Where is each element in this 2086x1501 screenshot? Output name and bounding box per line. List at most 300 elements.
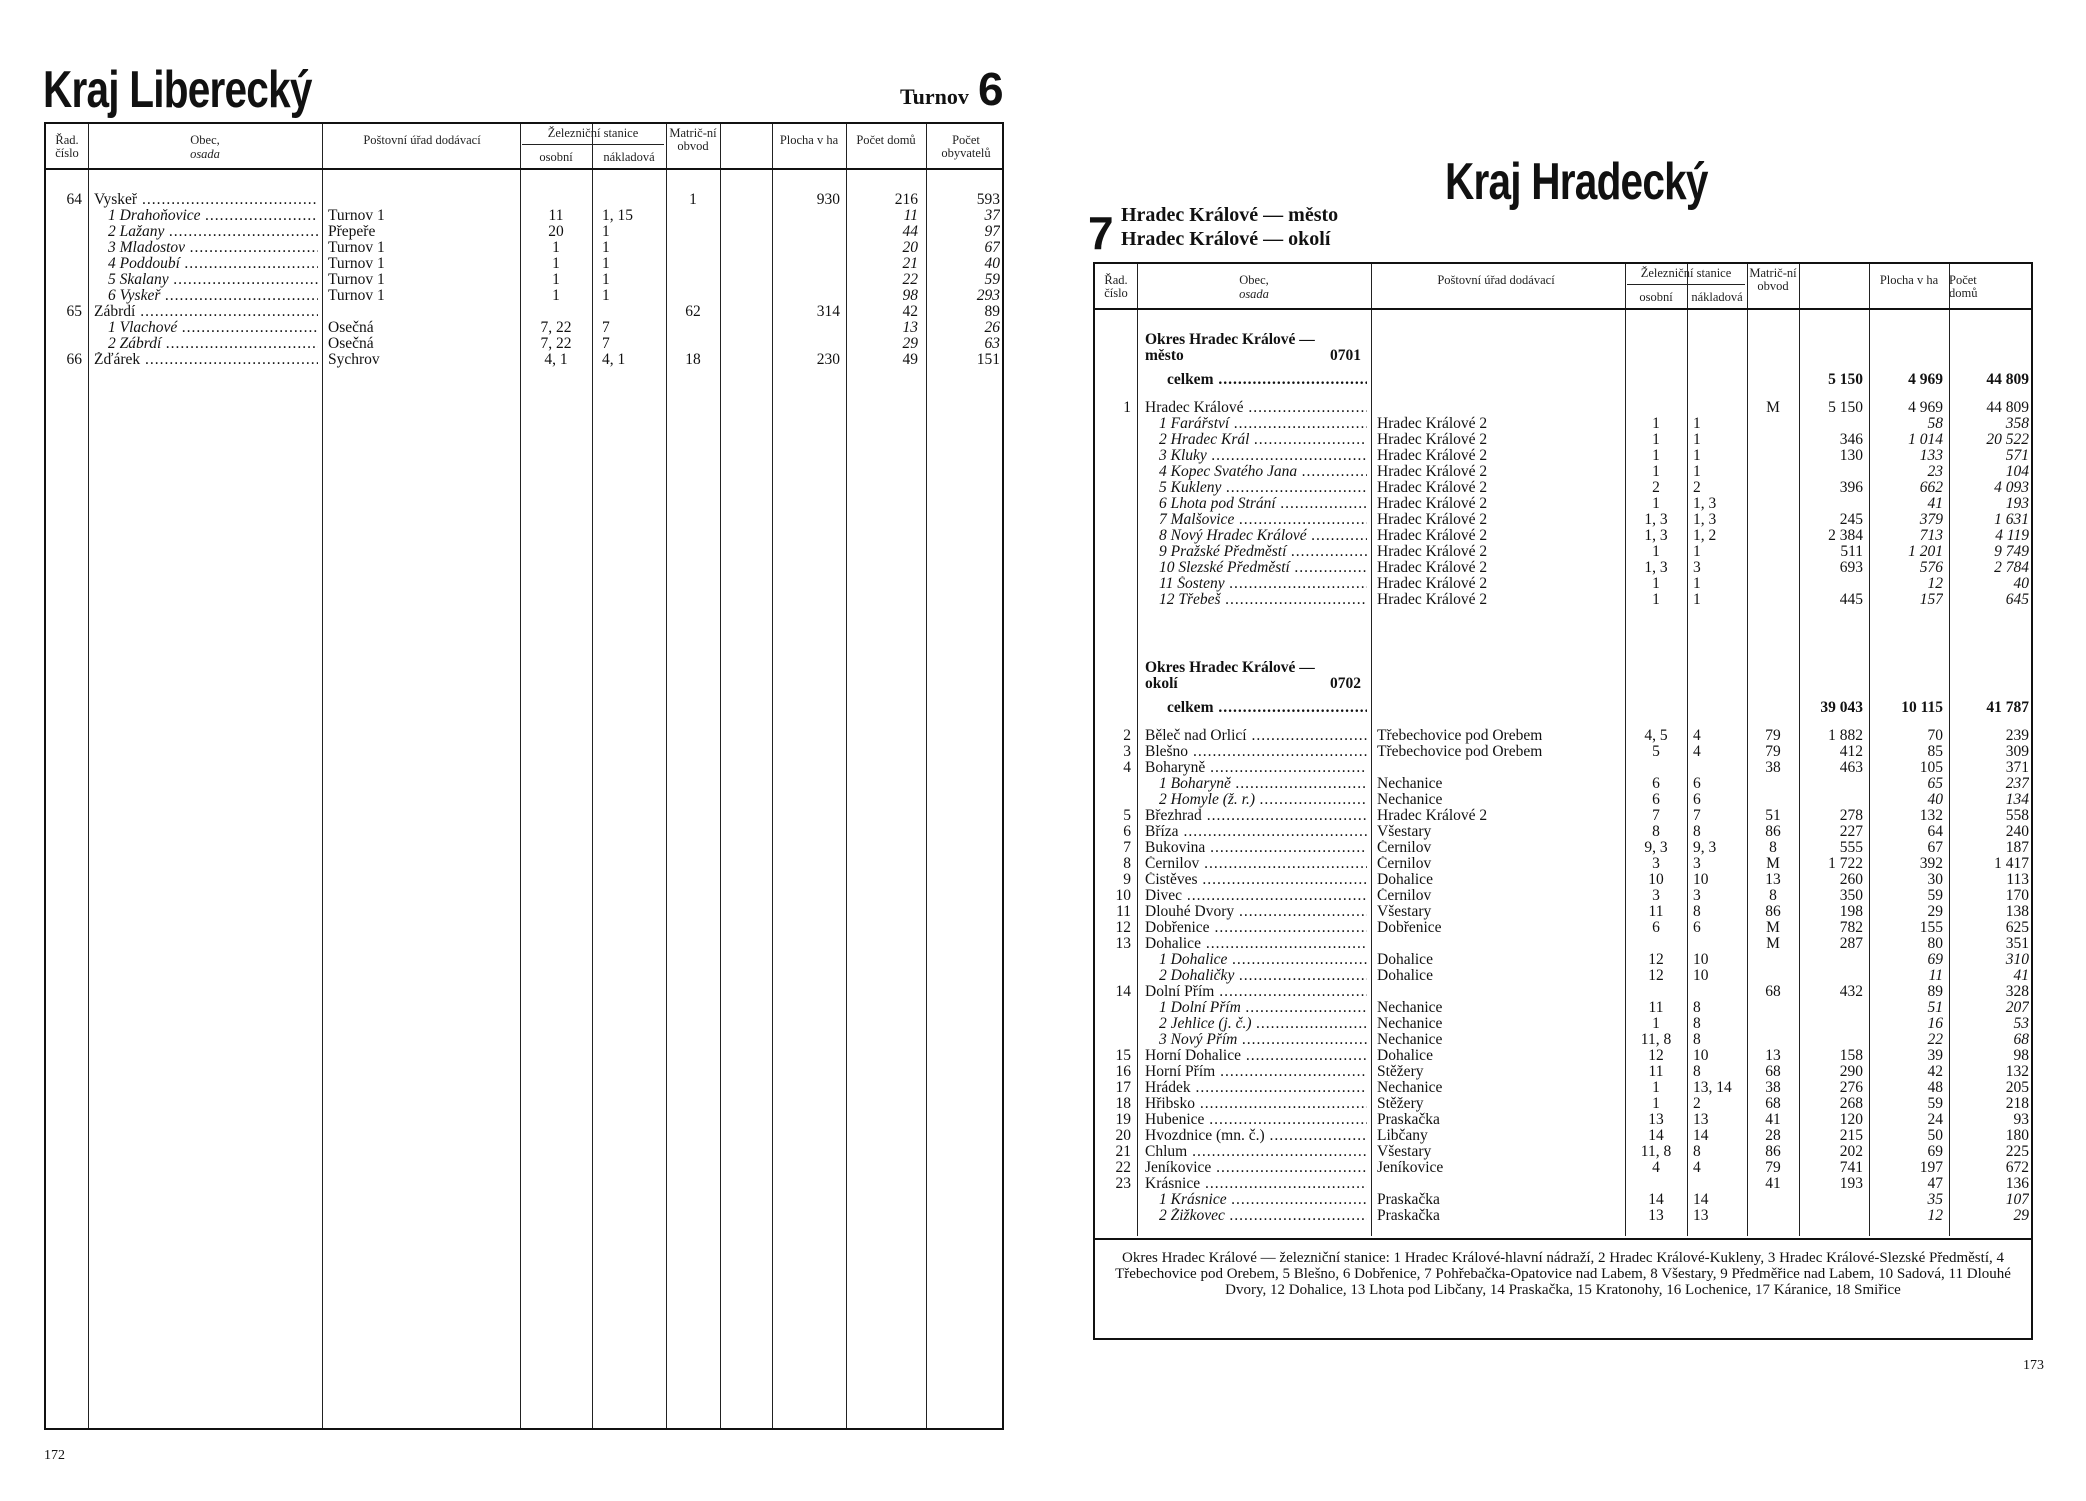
station-cargo: 1	[1693, 464, 1701, 480]
population: 93	[2013, 1112, 2029, 1128]
post-office: Stěžery	[1377, 1096, 1424, 1112]
population: 218	[2005, 1096, 2029, 1112]
table-row	[1095, 1016, 2031, 1032]
area-ha: 230	[816, 352, 840, 368]
population: 151	[976, 352, 1000, 368]
registry-district: 28	[1765, 1128, 1781, 1144]
area-ha: 198	[1839, 904, 1863, 920]
population: 40	[984, 256, 1000, 272]
post-office: Hradec Králové 2	[1377, 416, 1488, 432]
row-number: 9	[1123, 872, 1131, 888]
row-number: 64	[66, 192, 82, 208]
area-ha: 245	[1839, 512, 1863, 528]
population: 239	[2005, 728, 2029, 744]
population: 351	[2005, 936, 2029, 952]
station-cargo: 8	[1693, 1016, 1701, 1032]
registry-district: 68	[1765, 1064, 1781, 1080]
post-office: Osečná	[328, 320, 374, 336]
station-cargo: 3	[1693, 856, 1701, 872]
municipality-name: 2 Jehlice (j. č.) .....	[1159, 1016, 1367, 1032]
footnote-railway-stations: Okres Hradec Králové — železniční stanice: 1 Hradec Králové-hlavní nádraží, 2 Hradec Králové-Kukleny, 3 Hradec Králové-Slezské Předměstí, 4 Třebechovice pod Orebem, 5 Blešno, 6 Dobřenice, 7 Pohřebačka-Opatovice nad Labem, 8 Všestary, 9 Předměřice nad Labem, 10 Sadová, 11 Dlouhé Dvory, 12 Dohalice, 13 Lhota pod Libčany, 14 Praskačka, 15 Kratonohy, 16 Lochenice, 17 Káranice, 18 Smiřice	[1115, 1250, 2011, 1298]
station-passenger: 6	[1652, 792, 1660, 808]
row-number: 18	[1115, 1096, 1131, 1112]
population: 207	[2005, 1000, 2029, 1016]
okres-total	[1095, 700, 2031, 716]
total-population: 41 787	[1986, 700, 2029, 716]
registry-district: 8	[1769, 840, 1777, 856]
post-office: Turnov 1	[328, 272, 385, 288]
station-passenger: 6	[1652, 776, 1660, 792]
houses-count: 12	[1927, 1208, 1943, 1224]
population: 89	[984, 304, 1000, 320]
municipality-name: Dlouhé Dvory .....	[1145, 904, 1367, 920]
registry-district: 8	[1769, 888, 1777, 904]
houses-count: 64	[1927, 824, 1943, 840]
table-row	[1095, 576, 2031, 592]
municipality-name: 6 Vyskeř .....	[108, 288, 318, 304]
houses-count: 98	[902, 288, 918, 304]
station-cargo: 4	[1693, 728, 1701, 744]
houses-count: 21	[902, 256, 918, 272]
houses-count: 67	[1927, 840, 1943, 856]
post-office: Stěžery	[1377, 1064, 1424, 1080]
houses-count: 4 969	[1908, 400, 1943, 416]
houses-count: 662	[1919, 480, 1943, 496]
post-office: Dohalice	[1377, 1048, 1433, 1064]
station-cargo: 8	[1693, 1144, 1701, 1160]
houses-count: 58	[1927, 416, 1943, 432]
municipality-name: Chlum .....	[1145, 1144, 1367, 1160]
area-ha: 130	[1839, 448, 1863, 464]
houses-count: 22	[902, 272, 918, 288]
district-line-1: Hradec Králové — město	[1121, 204, 1339, 226]
post-office: Třebechovice pod Orebem	[1377, 744, 1543, 760]
header-rail: Železniční stanice	[1640, 266, 1732, 280]
houses-count: 11	[903, 208, 918, 224]
houses-count: 105	[1919, 760, 1943, 776]
table-row	[1095, 984, 2031, 1000]
area-ha: 158	[1839, 1048, 1863, 1064]
station-passenger: 1, 3	[1644, 512, 1668, 528]
table-row	[1095, 824, 2031, 840]
houses-count: 59	[1927, 1096, 1943, 1112]
row-number: 12	[1115, 920, 1131, 936]
table-row	[1095, 776, 2031, 792]
population: 187	[2005, 840, 2029, 856]
houses-count: 48	[1927, 1080, 1943, 1096]
population: 40	[2013, 576, 2029, 592]
table-row	[1095, 480, 2031, 496]
table-row	[1095, 496, 2031, 512]
total-label: celkem .....	[1167, 700, 1367, 716]
houses-count: 85	[1927, 744, 1943, 760]
area-ha: 202	[1839, 1144, 1863, 1160]
station-passenger: 1	[1652, 576, 1660, 592]
post-office: Nechanice	[1377, 792, 1443, 808]
row-number: 22	[1115, 1160, 1131, 1176]
population: 67	[984, 240, 1000, 256]
table-row	[46, 336, 1002, 352]
population: 293	[976, 288, 1000, 304]
area-ha: 1 882	[1828, 728, 1863, 744]
municipality-name: Boharyně .....	[1145, 760, 1367, 776]
population: 1 631	[1994, 512, 2029, 528]
area-ha: 278	[1839, 808, 1863, 824]
row-number: 7	[1123, 840, 1131, 856]
okres-code: 0701	[1330, 348, 1361, 364]
station-passenger: 1	[1652, 1096, 1660, 1112]
houses-count: 65	[1927, 776, 1943, 792]
right-page-title: Kraj Hradecký	[1445, 153, 1708, 211]
table-row	[1095, 936, 2031, 952]
post-office: Turnov 1	[328, 240, 385, 256]
population: 138	[2005, 904, 2029, 920]
station-passenger: 10	[1648, 872, 1664, 888]
municipality-name: 4 Poddoubí .....	[108, 256, 318, 272]
area-ha: 445	[1839, 592, 1863, 608]
municipality-name: Horní Dohalice .....	[1145, 1048, 1367, 1064]
station-cargo: 2	[1693, 1096, 1701, 1112]
registry-district: M	[1766, 936, 1780, 952]
station-passenger: 1	[552, 240, 560, 256]
post-office: Hradec Králové 2	[1377, 592, 1488, 608]
station-passenger: 12	[1648, 968, 1664, 984]
population: 44 809	[1986, 400, 2029, 416]
area-ha: 290	[1839, 1064, 1863, 1080]
municipality-name: Krásnice .....	[1145, 1176, 1367, 1192]
houses-count: 44	[902, 224, 918, 240]
header-postal: Poštovní úřad dodávací	[1437, 273, 1555, 287]
municipality-name: 3 Nový Přím .....	[1159, 1032, 1367, 1048]
municipality-name: 5 Skalany .....	[108, 272, 318, 288]
population: 645	[2005, 592, 2029, 608]
post-office: Turnov 1	[328, 208, 385, 224]
station-cargo: 3	[1693, 560, 1701, 576]
row-number: 4	[1123, 760, 1131, 776]
houses-count: 69	[1927, 1144, 1943, 1160]
houses-count: 30	[1927, 872, 1943, 888]
municipality-name: Běleč nad Orlicí .....	[1145, 728, 1367, 744]
population: 68	[2013, 1032, 2029, 1048]
station-passenger: 1	[552, 288, 560, 304]
post-office: Hradec Králové 2	[1377, 464, 1488, 480]
table-row	[1095, 968, 2031, 984]
row-number: 11	[1116, 904, 1131, 920]
post-office: Hradec Králové 2	[1377, 496, 1488, 512]
post-office: Praskačka	[1377, 1192, 1440, 1208]
municipality-name: Hubenice .....	[1145, 1112, 1367, 1128]
houses-count: 51	[1927, 1000, 1943, 1016]
houses-count: 1 201	[1908, 544, 1943, 560]
houses-count: 42	[1927, 1064, 1943, 1080]
population: 4 119	[1995, 528, 2029, 544]
station-passenger: 1	[1652, 544, 1660, 560]
okres-name: okolí	[1145, 676, 1178, 692]
table-row	[1095, 808, 2031, 824]
municipality-name: 2 Zábrdí .....	[108, 336, 318, 352]
municipality-name: Hvozdnice (mn. č.) .....	[1145, 1128, 1367, 1144]
houses-count: 50	[1927, 1128, 1943, 1144]
row-number: 65	[66, 304, 82, 320]
population: 193	[2005, 496, 2029, 512]
header-osada: osada	[190, 147, 220, 161]
municipality-name: Hřibsko .....	[1145, 1096, 1367, 1112]
header-rad: Řad. číslo	[1104, 273, 1128, 300]
station-cargo: 1	[602, 240, 610, 256]
station-passenger: 20	[548, 224, 564, 240]
header-rail-pass: osobní	[1639, 290, 1673, 304]
station-passenger: 11, 8	[1640, 1032, 1672, 1048]
municipality-name: 2 Lažany .....	[108, 224, 318, 240]
area-ha: 193	[1839, 1176, 1863, 1192]
area-ha: 2 384	[1828, 528, 1863, 544]
okres-heading	[1095, 332, 2031, 348]
population: 4 093	[1994, 480, 2029, 496]
houses-count: 29	[902, 336, 918, 352]
municipality-name: Čistěves .....	[1145, 872, 1367, 888]
station-passenger: 2	[1652, 480, 1660, 496]
population: 672	[2005, 1160, 2029, 1176]
population: 240	[2005, 824, 2029, 840]
station-cargo: 8	[1693, 1064, 1701, 1080]
post-office: Všestary	[1377, 1144, 1432, 1160]
station-cargo: 8	[1693, 1000, 1701, 1016]
row-number: 16	[1115, 1064, 1131, 1080]
houses-count: 713	[1919, 528, 1943, 544]
area-ha: 346	[1839, 432, 1863, 448]
municipality-name: 3 Mladostov .....	[108, 240, 318, 256]
area-ha: 463	[1839, 760, 1863, 776]
post-office: Nechanice	[1377, 1016, 1443, 1032]
population: 309	[2005, 744, 2029, 760]
station-cargo: 1, 3	[1693, 512, 1717, 528]
station-passenger: 13	[1648, 1112, 1664, 1128]
table-row	[1095, 1144, 2031, 1160]
area-ha: 555	[1839, 840, 1863, 856]
station-passenger: 7, 22	[540, 320, 572, 336]
okres-heading	[1095, 676, 2031, 692]
row-number: 14	[1115, 984, 1131, 1000]
station-cargo: 1	[1693, 576, 1701, 592]
registry-district: 13	[1765, 1048, 1781, 1064]
table-row	[1095, 840, 2031, 856]
municipality-name: 1 Krásnice .....	[1159, 1192, 1367, 1208]
municipality-name: Bukovina .....	[1145, 840, 1367, 856]
page-number-left: 172	[44, 1448, 65, 1463]
table-row	[1095, 1128, 2031, 1144]
population: 63	[984, 336, 1000, 352]
post-office: Třebechovice pod Orebem	[1377, 728, 1543, 744]
population: 593	[976, 192, 1000, 208]
station-cargo: 3	[1693, 888, 1701, 904]
station-cargo: 1	[602, 224, 610, 240]
municipality-name: 1 Boharyně .....	[1159, 776, 1367, 792]
header-matric: Matrič-ní obvod	[1749, 266, 1797, 293]
okres-total	[1095, 372, 2031, 388]
area-ha: 511	[1840, 544, 1863, 560]
station-passenger: 7	[1652, 808, 1660, 824]
station-passenger: 5	[1652, 744, 1660, 760]
post-office: Nechanice	[1377, 1080, 1443, 1096]
station-passenger: 1	[1652, 496, 1660, 512]
table-row	[1095, 920, 2031, 936]
station-cargo: 1	[602, 256, 610, 272]
okres-name: město	[1145, 348, 1184, 364]
row-number: 3	[1123, 744, 1131, 760]
houses-count: 22	[1927, 1032, 1943, 1048]
houses-count: 157	[1919, 592, 1943, 608]
population: 180	[2005, 1128, 2029, 1144]
table-row	[46, 256, 1002, 272]
station-cargo: 10	[1693, 952, 1709, 968]
station-cargo: 1	[1693, 592, 1701, 608]
registry-district: 51	[1765, 808, 1781, 824]
table-row	[46, 192, 1002, 208]
station-passenger: 12	[1648, 952, 1664, 968]
houses-count: 35	[1927, 1192, 1943, 1208]
municipality-name: 9 Pražské Předměstí .....	[1159, 544, 1367, 560]
station-passenger: 11	[1648, 904, 1664, 920]
row-number: 8	[1123, 856, 1131, 872]
municipality-name: Divec .....	[1145, 888, 1367, 904]
station-cargo: 7	[1693, 808, 1701, 824]
station-passenger: 11, 8	[1640, 1144, 1672, 1160]
area-ha: 215	[1839, 1128, 1863, 1144]
post-office: Nechanice	[1377, 1032, 1443, 1048]
table-row	[1095, 1032, 2031, 1048]
houses-count: 11	[1928, 968, 1943, 984]
table-row	[1095, 528, 2031, 544]
municipality-name: 8 Nový Hradec Králové .....	[1159, 528, 1367, 544]
population: 225	[2005, 1144, 2029, 1160]
station-passenger: 11	[1648, 1000, 1664, 1016]
area-ha: 268	[1839, 1096, 1863, 1112]
post-office: Černilov	[1377, 856, 1432, 872]
station-passenger: 6	[1652, 920, 1660, 936]
population: 20 522	[1986, 432, 2029, 448]
table-row	[1095, 592, 2031, 608]
registry-district: 86	[1765, 1144, 1781, 1160]
area-ha: 930	[816, 192, 840, 208]
table-row	[1095, 400, 2031, 416]
station-passenger: 1	[1652, 1080, 1660, 1096]
table-row	[1095, 464, 2031, 480]
post-office: Libčany	[1377, 1128, 1428, 1144]
total-area: 39 043	[1820, 700, 1863, 716]
population: 136	[2005, 1176, 2029, 1192]
post-office: Hradec Králové 2	[1377, 560, 1488, 576]
houses-count: 155	[1919, 920, 1943, 936]
row-number: 13	[1115, 936, 1131, 952]
post-office: Nechanice	[1377, 1000, 1443, 1016]
municipality-name: 2 Žižkovec .....	[1159, 1208, 1367, 1224]
population: 134	[2005, 792, 2029, 808]
table-row	[1095, 856, 2031, 872]
houses-count: 392	[1919, 856, 1943, 872]
district-line-2: Hradec Králové — okolí	[1121, 228, 1331, 250]
area-ha: 276	[1839, 1080, 1863, 1096]
header-rail-cargo: nákladová	[603, 150, 655, 164]
area-ha: 412	[1839, 744, 1863, 760]
houses-count: 89	[1927, 984, 1943, 1000]
station-passenger: 8	[1652, 824, 1660, 840]
houses-count: 197	[1919, 1160, 1943, 1176]
table-row	[1095, 792, 2031, 808]
station-passenger: 1	[1652, 416, 1660, 432]
station-cargo: 10	[1693, 1048, 1709, 1064]
table-row	[1095, 904, 2031, 920]
population: 29	[2013, 1208, 2029, 1224]
station-passenger: 1	[552, 256, 560, 272]
station-cargo: 6	[1693, 776, 1701, 792]
station-passenger: 9, 3	[1644, 840, 1668, 856]
post-office: Hradec Králové 2	[1377, 512, 1488, 528]
houses-count: 12	[1927, 576, 1943, 592]
table-row	[1095, 432, 2031, 448]
header-plocha: Plocha v ha	[779, 133, 839, 147]
municipality-name: Černilov .....	[1145, 856, 1367, 872]
table-row	[1095, 1176, 2031, 1192]
okres-heading	[1095, 660, 2031, 676]
houses-count: 69	[1927, 952, 1943, 968]
row-number: 6	[1123, 824, 1131, 840]
station-passenger: 1	[1652, 432, 1660, 448]
station-passenger: 14	[1648, 1128, 1664, 1144]
registry-district: 79	[1765, 744, 1781, 760]
houses-count: 80	[1927, 936, 1943, 952]
table-row	[46, 208, 1002, 224]
registry-district: 79	[1765, 728, 1781, 744]
station-passenger: 11	[1648, 1064, 1664, 1080]
table-row	[46, 240, 1002, 256]
houses-count: 59	[1927, 888, 1943, 904]
population: 9 749	[1994, 544, 2029, 560]
station-cargo: 7	[602, 320, 610, 336]
station-passenger: 3	[1652, 888, 1660, 904]
population: 2 784	[1994, 560, 2029, 576]
registry-district: 13	[1765, 872, 1781, 888]
registry-district: 41	[1765, 1112, 1781, 1128]
houses-count: 13	[902, 320, 918, 336]
station-passenger: 1, 3	[1644, 528, 1668, 544]
municipality-name: Bříza .....	[1145, 824, 1367, 840]
houses-count: 42	[902, 304, 918, 320]
municipality-name: Dobřenice .....	[1145, 920, 1367, 936]
right-page	[1043, 0, 2086, 1501]
municipality-name: 3 Kluky .....	[1159, 448, 1367, 464]
row-number: 20	[1115, 1128, 1131, 1144]
post-office: Hradec Králové 2	[1377, 528, 1488, 544]
registry-district: 38	[1765, 1080, 1781, 1096]
municipality-name: Dohalice .....	[1145, 936, 1367, 952]
station-cargo: 6	[1693, 792, 1701, 808]
table-row	[1095, 1208, 2031, 1224]
registry-district: 62	[685, 304, 701, 320]
population: 107	[2005, 1192, 2029, 1208]
houses-count: 133	[1919, 448, 1943, 464]
station-cargo: 14	[1693, 1192, 1709, 1208]
row-number: 17	[1115, 1080, 1131, 1096]
station-cargo: 2	[1693, 480, 1701, 496]
municipality-name: 1 Farářství .....	[1159, 416, 1367, 432]
station-cargo: 13	[1693, 1208, 1709, 1224]
area-ha: 120	[1839, 1112, 1863, 1128]
municipality-name: 1 Drahoňovice .....	[108, 208, 318, 224]
row-number: 23	[1115, 1176, 1131, 1192]
post-office: Sychrov	[328, 352, 380, 368]
table-row	[1095, 872, 2031, 888]
area-ha: 314	[816, 304, 840, 320]
